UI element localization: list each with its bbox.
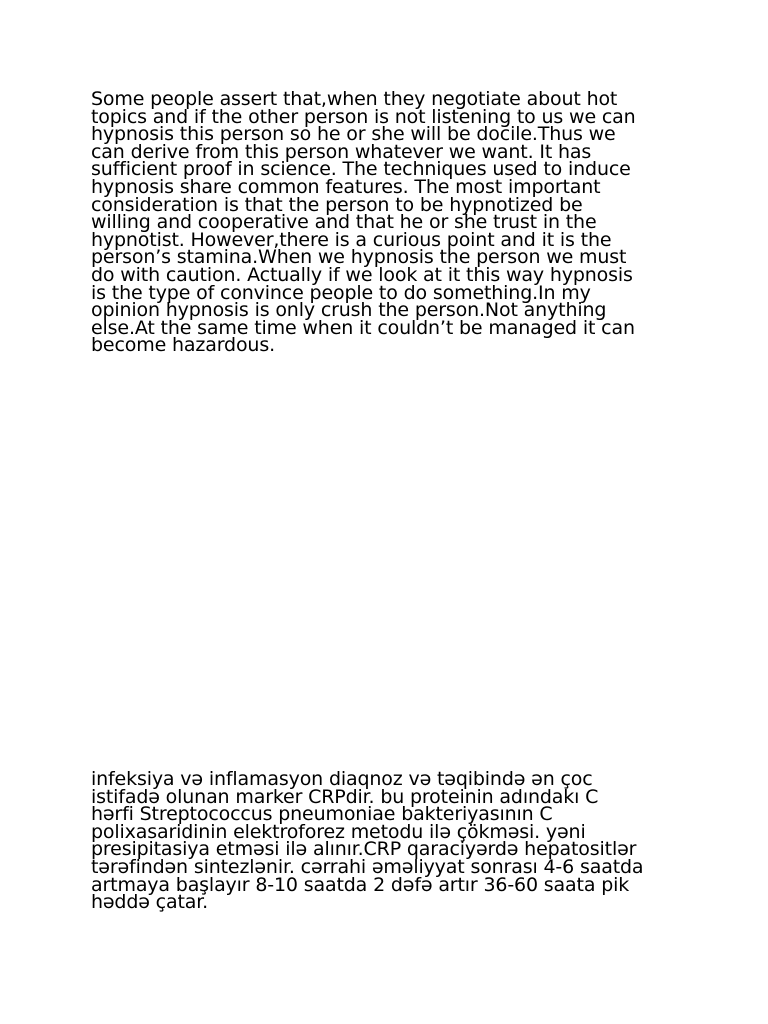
- text-line: sufficient proof in science. The techniques used to induce: [91, 158, 631, 181]
- text-line: artmaya başlayır 8-10 saatda 2 dəfə artır 36-60 saata pik: [91, 873, 630, 896]
- text-line: hypnosis share common features. The most important: [91, 175, 601, 198]
- text-line: istifadə olunan marker CRPdir. bu proteinin adındakı C: [91, 785, 599, 808]
- paragraph-hypnosis: [91, 88, 691, 357]
- text-line: Some people assert that,when they negotiate about hot: [91, 88, 618, 110]
- text-line: become hazardous.: [91, 334, 275, 357]
- text-line: presipitasiya etməsi ilə alınır.CRP qaraciyərdə hepatositlər: [91, 838, 637, 861]
- text-line: do with caution. Actually if we look at it this way hypnosis: [91, 263, 633, 286]
- text-line: tərəfindən sintezlənir. cərrahi əməliyyat sonrası 4-6 saatda: [91, 855, 644, 878]
- paragraph-crp: [91, 768, 691, 914]
- text-line: can derive from this person whatever we want. It has: [91, 140, 592, 163]
- text-line: else.At the same time when it couldn’t be managed it can: [91, 316, 635, 339]
- text-line: hərfi Streptococcus pneumoniae bakteriyasının C: [91, 803, 553, 826]
- text-line: hypnosis this person so he or she will be docile.Thus we: [91, 123, 616, 146]
- text-line: consideration is that the person to be hypnotized be: [91, 193, 583, 216]
- text-line: willing and cooperative and that he or she trust in the: [91, 211, 597, 234]
- text-line: opinion hypnosis is only crush the person.Not anything: [91, 299, 607, 322]
- text-line: polixasaridinin elektroforez metodu ilə çökməsi. yəni: [91, 820, 586, 843]
- text-line: is the type of convince people to do something.In my: [91, 281, 591, 304]
- text-line: hypnotist. However,there is a curious point and it is the: [91, 228, 612, 251]
- text-line: person’s stamina.When we hypnosis the person we must: [91, 246, 627, 269]
- text-line: topics and if the other person is not listening to us we can: [91, 105, 636, 128]
- text-line: həddə çatar.: [91, 891, 209, 914]
- text-line: infeksiya və inflamasyon diaqnoz və təqibində ən çoc: [91, 768, 593, 790]
